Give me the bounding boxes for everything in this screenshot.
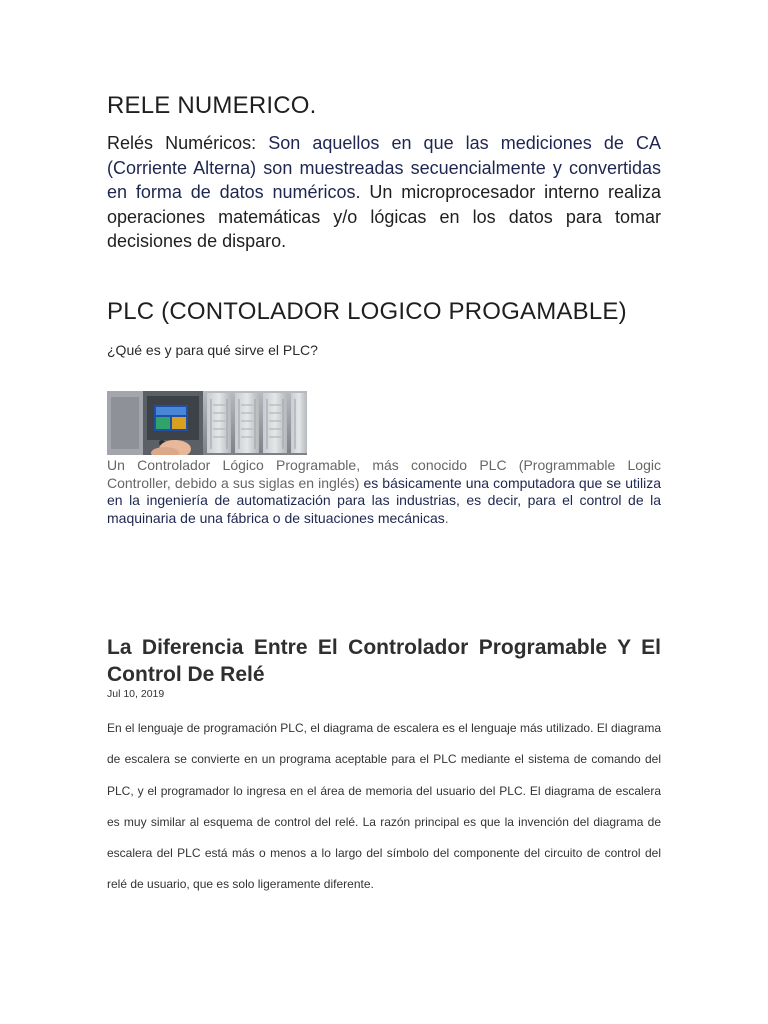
rele-highlight-text: Son aquellos en que las mediciones de CA (Corriente Alterna) son muestreadas secuencialmente y convertidas en forma de datos numéricos.	[107, 133, 661, 202]
plc-description-paragraph	[107, 457, 661, 527]
plc-intro-text: Un Controlador Lógico Programable, más conocido PLC (Programmable Logic Controller, debido a sus siglas en inglés)	[107, 457, 661, 491]
plc-hardware-illustration	[107, 391, 307, 455]
article-date: Jul 10, 2019	[107, 688, 165, 700]
rele-numerico-paragraph	[107, 131, 661, 254]
plc-question: ¿Qué es y para qué sirve el PLC?	[107, 342, 318, 358]
plc-photo	[107, 391, 307, 455]
rele-rest-text: Un microprocesador interno realiza operaciones matemáticas y/o lógicas en los datos para tomar decisiones de disparo.	[107, 182, 661, 251]
plc-highlight-text: es básicamente una computadora que se utiliza en la ingeniería de automatización para las industrias, es decir, para el control de la maquinaria de una fábrica o de situaciones mecánicas	[107, 474, 661, 526]
diferencia-body-paragraph: En el lenguaje de programación PLC, el diagrama de escalera es el lenguaje más utilizado. El diagrama de escalera se convierte en un programa aceptable para el PLC mediante el sistema de comando del PLC, y el programador lo ingresa en el área de memoria del usuario del PLC. El diagrama de escalera es muy similar al esquema de control del relé. La razón principal es que la invención del diagrama de escalera del PLC está más o menos a lo largo del símbolo del componente del circuito de control del relé de usuario, que es solo ligeramente diferente.	[107, 721, 661, 892]
section-title-plc: PLC (CONTOLADOR LOGICO PROGAMABLE)	[107, 298, 627, 325]
rele-intro-text: Relés Numéricos:	[107, 133, 257, 153]
section-title-rele-numerico: RELE NUMERICO.	[107, 92, 317, 119]
plc-end-text: .	[444, 509, 449, 526]
section-title-diferencia: La Diferencia Entre El Controlador Programable Y El Control De Relé	[107, 636, 661, 686]
